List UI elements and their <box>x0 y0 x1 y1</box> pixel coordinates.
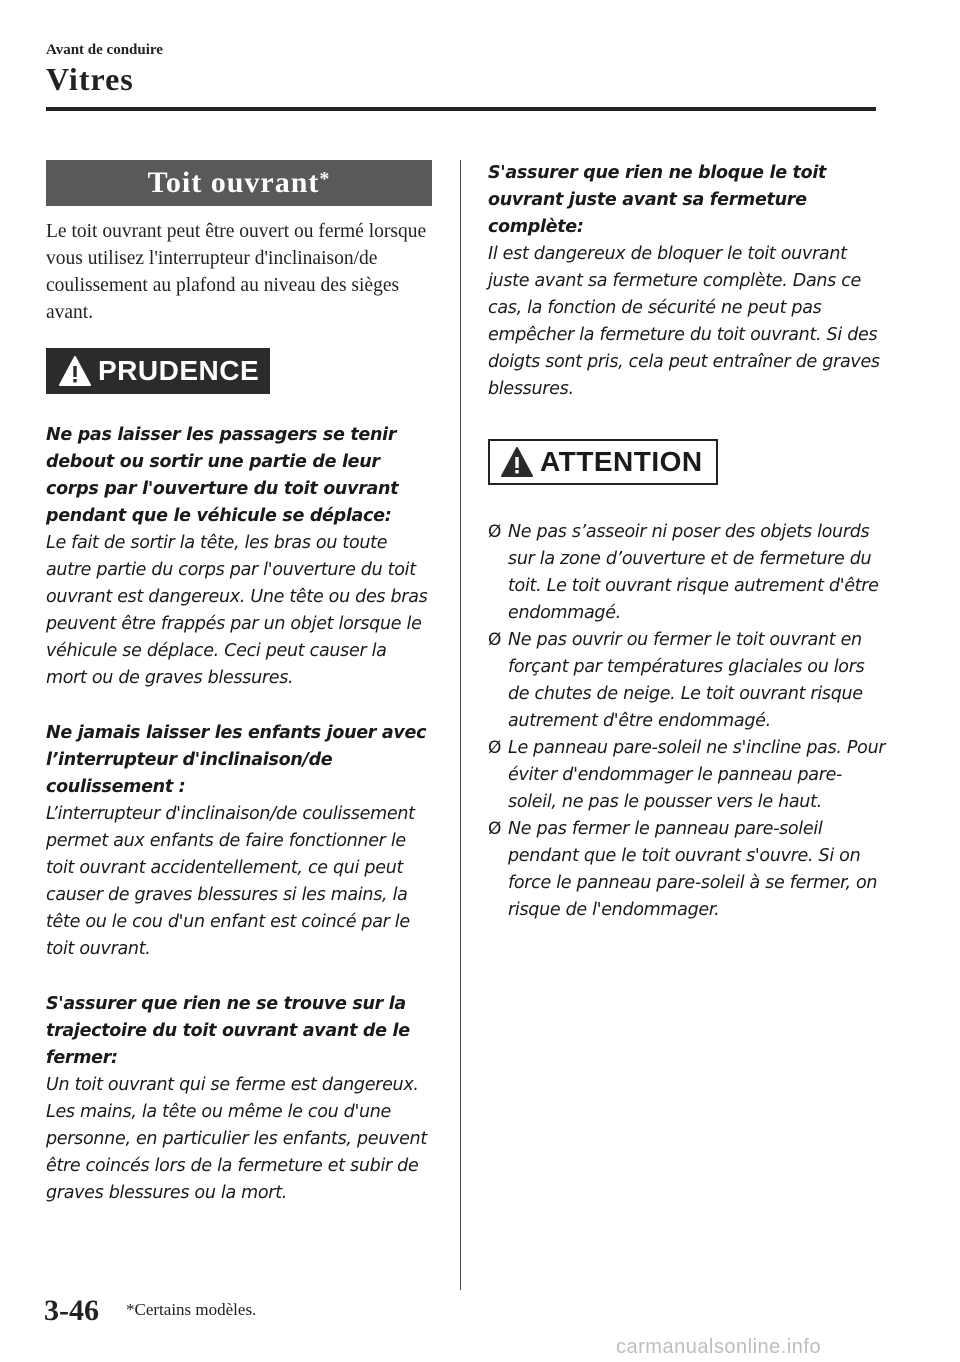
warning-triangle-icon <box>58 354 92 388</box>
left-column <box>46 160 432 1207</box>
arrow-bullet-icon: Ø <box>488 522 502 542</box>
list-item-text: Ne pas fermer le panneau pare-soleil pendant que le toit ouvrant s'ouvre. Si on force le panneau pare-soleil à se fermer, on risque de l'endommager. <box>508 819 878 920</box>
column-divider <box>460 160 461 1290</box>
list-item <box>488 627 888 735</box>
warning-block-text: Le fait de sortir la tête, les bras ou toute autre partie du corps par l'ouverture du toit ouvrant est dangereux. Une tête ou des bras peuvent être frappés par un objet lorsque le véhicule se déplace. Ceci peut causer la mort ou de graves blessures. <box>46 533 428 688</box>
arrow-bullet-icon: Ø <box>488 630 502 650</box>
list-item <box>488 519 888 627</box>
list-item <box>488 816 888 924</box>
warning-badge <box>46 348 270 394</box>
list-item-text: Ne pas ouvrir ou fermer le toit ouvrant en forçant par températures glaciales ou lors de chutes de neige. Le toit ouvrant risque autrement d'être endommagé. <box>508 630 865 731</box>
list-item <box>488 735 888 816</box>
section-label: Avant de conduire <box>46 42 163 58</box>
footnote: *Certains modèles. <box>126 1300 257 1319</box>
warning-block <box>46 720 432 963</box>
warning-block-text: Un toit ouvrant qui se ferme est dangereux. Les mains, la tête ou même le cou d'une personne, en particulier les enfants, peuvent être coincés lors de la fermeture et subir de graves blessures ou la mort. <box>46 1075 427 1203</box>
warning-triangle-icon <box>500 445 534 479</box>
warning-block-heading: Ne jamais laisser les enfants jouer avec l’interrupteur d'inclinaison/de coulissement : <box>46 723 427 797</box>
topic-title-box <box>46 160 432 206</box>
right-column <box>488 160 888 924</box>
warning-body-right <box>488 160 888 403</box>
list-item-text: Le panneau pare-soleil ne s'incline pas. Pour éviter d'endommager le panneau pare-soleil, ne pas le pousser vers le haut. <box>508 738 886 812</box>
warning-block-text: Il est dangereux de bloquer le toit ouvrant juste avant sa fermeture complète. Dans ce cas, la fonction de sécurité ne peut pas empêcher la fermeture du toit ouvrant. Si des doigts sont pris, cela peut entraîner de graves blessures. <box>488 244 880 399</box>
warning-block-text: L’interrupteur d'inclinaison/de coulissement permet aux enfants de faire fonctionner le toit ouvrant accidentellement, ce qui peut causer de graves blessures si les mains, la tête ou le cou d'un enfant est coincé par le toit ouvrant. <box>46 804 415 959</box>
list-item-text: Ne pas s’asseoir ni poser des objets lourds sur la zone d’ouverture et de fermeture du toit. Le toit ouvrant risque autrement d'être endommagé. <box>508 522 879 623</box>
header-divider <box>46 107 876 111</box>
page-number: 3-46 <box>44 1294 99 1327</box>
warning-label: PRUDENCE <box>98 355 260 386</box>
warning-block-heading: S'assurer que rien ne se trouve sur la trajectoire du toit ouvrant avant de le fermer: <box>46 994 410 1068</box>
page-title: Vitres <box>46 61 134 97</box>
topic-intro: Le toit ouvrant peut être ouvert ou fermé lorsque vous utilisez l'interrupteur d'inclinaison/de coulissement au plafond au niveau des sièges avant. <box>46 221 427 323</box>
arrow-bullet-icon: Ø <box>488 738 502 758</box>
page-header <box>46 42 163 98</box>
watermark: carmanualsonline.info <box>616 1336 822 1358</box>
topic-title-marker: * <box>319 167 331 190</box>
warning-body-left <box>46 422 432 1207</box>
caution-list <box>488 519 888 924</box>
arrow-bullet-icon: Ø <box>488 819 502 839</box>
warning-block <box>46 422 432 692</box>
caution-badge <box>488 439 718 485</box>
topic-title: Toit ouvrant <box>147 166 320 199</box>
warning-block-heading: Ne pas laisser les passagers se tenir debout ou sortir une partie de leur corps par l'ouverture du toit ouvrant pendant que le véhicule se déplace: <box>46 425 399 526</box>
caution-label: ATTENTION <box>540 446 703 477</box>
warning-block <box>488 160 888 403</box>
warning-block <box>46 991 432 1207</box>
warning-block-heading: S'assurer que rien ne bloque le toit ouvrant juste avant sa fermeture complète: <box>488 163 827 237</box>
